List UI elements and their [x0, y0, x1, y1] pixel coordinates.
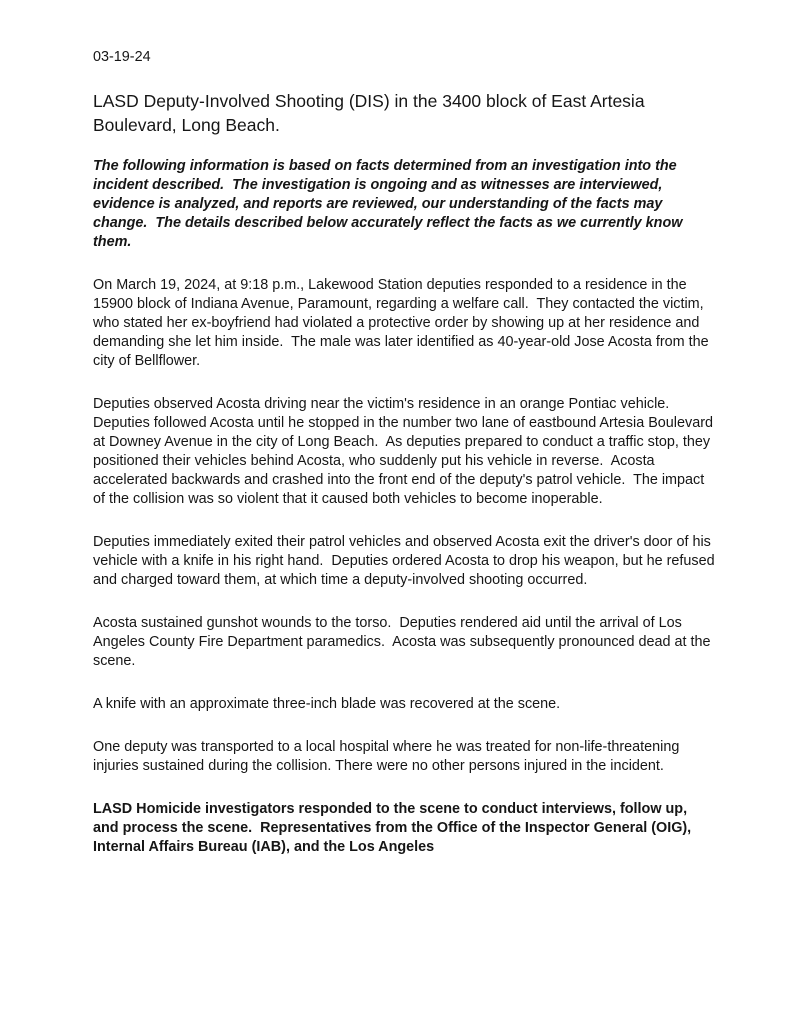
- document-date: 03-19-24: [93, 49, 151, 65]
- paragraph-shooting: Deputies immediately exited their patrol vehicles and observed Acosta exit the driver's door of his vehicle with a knife in his right hand. Deputies ordered Acosta to drop his weapon, but he refused and charged toward them, at which time a deputy-involved shooting occurred.: [93, 534, 719, 588]
- paragraph-aid-rendered: Acosta sustained gunshot wounds to the torso. Deputies rendered aid until the arrival of Los Angeles County Fire Department paramedics. Acosta was subsequently pronounced dead at the scene.: [93, 615, 715, 669]
- paragraph-vehicle-collision: Deputies observed Acosta driving near the victim's residence in an orange Pontiac vehicle. Deputies followed Acosta until he stopped in the number two lane of eastbound Artesia Boulevard at Downey Avenue in the city of Long Beach. As deputies prepared to conduct a traffic stop, they positioned their vehicles behind Acosta, who suddenly put his vehicle in reverse. Acosta accelerated backwards and crashed into the front end of the deputy's patrol vehicle. The impact of the collision was so violent that it caused both vehicles to become inoperable.: [93, 396, 717, 507]
- paragraph-welfare-call: On March 19, 2024, at 9:18 p.m., Lakewood Station deputies responded to a residence in the 15900 block of Indiana Avenue, Paramount, regarding a welfare call. They contacted the victim, who stated her ex-boyfriend had violated a protective order by showing up at her residence and demanding she let him inside. The male was later identified as 40-year-old Jose Acosta from the city of Bellflower.: [93, 277, 713, 369]
- paragraph-investigation-agencies: LASD Homicide investigators responded to the scene to conduct interviews, follow up, and process the scene. Representatives from the Office of the Inspector General (OIG), Internal Affairs Bureau (IAB), and the Los Angeles: [93, 801, 696, 855]
- paragraph-knife-recovered: A knife with an approximate three-inch blade was recovered at the scene.: [93, 696, 561, 712]
- document-title: LASD Deputy-Involved Shooting (DIS) in the 3400 block of East Artesia Boulevard, Long Beach.: [93, 91, 650, 135]
- document-content: [93, 48, 719, 857]
- paragraph-deputy-injuries: One deputy was transported to a local hospital where he was treated for non-life-threatening injuries sustained during the collision. There were no other persons injured in the incident.: [93, 739, 684, 774]
- disclaimer-paragraph: The following information is based on facts determined from an investigation into the incident described. The investigation is ongoing and as witnesses are interviewed, evidence is analyzed, and reports are reviewed, our understanding of the facts may change. The details described below accurately reflect the facts as we currently know them.: [93, 158, 687, 250]
